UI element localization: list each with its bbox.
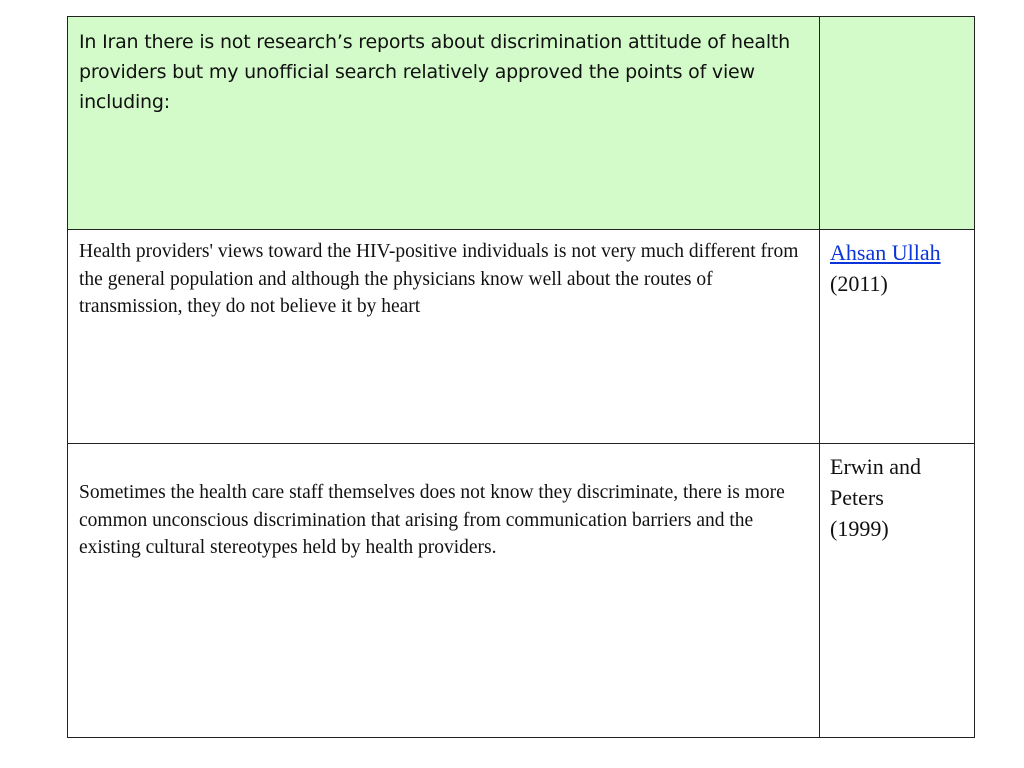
finding-text: Health providers' views toward the HIV-positive individuals is not very much different from the general population and although the physicians know well about the routes of transmission, they do not believe it by heart [79, 241, 799, 317]
finding-cell [68, 444, 820, 738]
header-text: In Iran there is not research’s reports about discrimination attitude of health providers but my unofficial search relatively approved the points of view including: [79, 31, 790, 113]
reference-year: (1999) [830, 516, 889, 541]
reference-link-ahsan-ullah[interactable]: Ahsan Ullah [830, 240, 941, 265]
finding-cell [68, 230, 820, 444]
table-row [68, 444, 975, 738]
reference [820, 230, 974, 299]
header-reference-cell [820, 17, 975, 230]
reference-authors: Erwin and Peters [830, 454, 922, 510]
table-header-row [68, 17, 975, 230]
header-text-cell [68, 17, 820, 230]
findings-table [67, 16, 975, 738]
table-row [68, 230, 975, 444]
reference-year: (2011) [830, 271, 888, 296]
finding-text: Sometimes the health care staff themselves does not know they discriminate, there is more common unconscious discrimination that arising from communication barriers and the existing cultural stereotypes held by health providers. [79, 482, 785, 558]
header-reference [820, 17, 974, 24]
reference [820, 444, 974, 544]
reference-cell [820, 230, 975, 444]
reference-cell [820, 444, 975, 738]
